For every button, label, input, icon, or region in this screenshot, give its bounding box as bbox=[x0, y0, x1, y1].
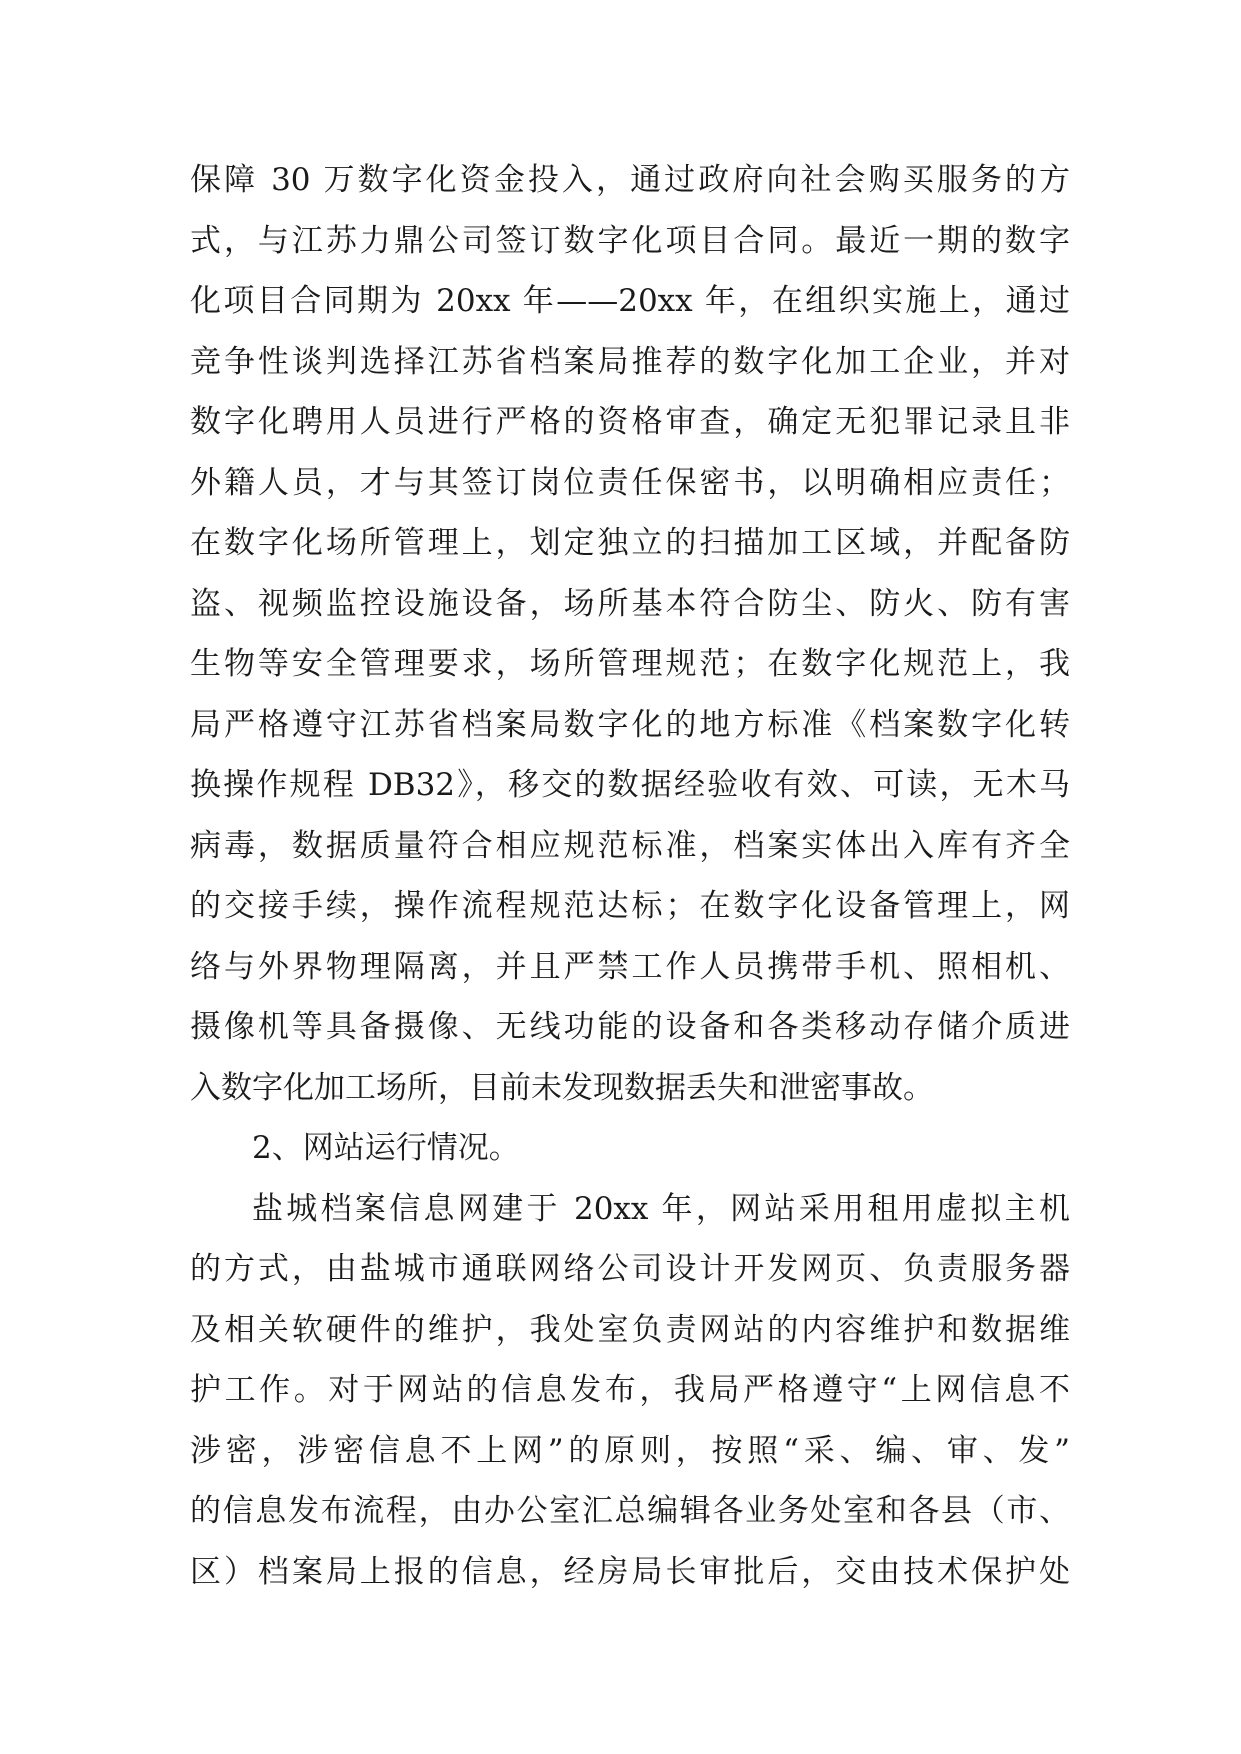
text-line: 的交接手续，操作流程规范达标；在数字化设备管理上，网 bbox=[190, 888, 1070, 924]
text-line: 竞争性谈判选择江苏省档案局推荐的数字化加工企业，并对 bbox=[190, 343, 1070, 380]
text-line: 护工作。对于网站的信息发布，我局严格遵守“上网信息不 bbox=[190, 1372, 1070, 1408]
text-line: 式，与江苏力鼎公司签订数字化项目合同。最近一期的数字 bbox=[190, 222, 1070, 259]
text-line: 的方式，由盐城市通联网络公司设计开发网页、负责服务器 bbox=[190, 1251, 1070, 1287]
text-line: 保障 30 万数字化资金投入，通过政府向社会购买服务的方 bbox=[190, 162, 1070, 198]
body-text bbox=[190, 150, 1070, 1602]
text-line: 换操作规程 DB32》，移交的数据经验收有效、可读，无木马 bbox=[190, 767, 1070, 803]
text-line: 生物等安全管理要求，场所管理规范；在数字化规范上，我 bbox=[190, 646, 1070, 682]
text-line: 数字化聘用人员进行严格的资格审查，确定无犯罪记录且非 bbox=[190, 404, 1070, 440]
text-line: 盐城档案信息网建于 20xx 年，网站采用租用虚拟主机 bbox=[252, 1190, 1070, 1227]
text-line: 局严格遵守江苏省档案局数字化的地方标准《档案数字化转 bbox=[190, 706, 1070, 743]
text-line: 2、网站运行情况。 bbox=[252, 1130, 520, 1166]
text-line: 络与外界物理隔离，并且严禁工作人员携带手机、照相机、 bbox=[190, 948, 1070, 985]
text-line: 摄像机等具备摄像、无线功能的设备和各类移动存储介质进 bbox=[190, 1009, 1070, 1045]
text-line: 的信息发布流程，由办公室汇总编辑各业务处室和各县（市、 bbox=[190, 1493, 1070, 1529]
text-line: 涉密，涉密信息不上网”的原则，按照“采、编、审、发” bbox=[190, 1432, 1070, 1469]
text-line: 化项目合同期为 20xx 年——20xx 年，在组织实施上，通过 bbox=[190, 283, 1070, 319]
text-line: 外籍人员，才与其签订岗位责任保密书，以明确相应责任； bbox=[190, 464, 1070, 501]
text-line: 在数字化场所管理上，划定独立的扫描加工区域，并配备防 bbox=[190, 525, 1070, 561]
text-line: 及相关软硬件的维护，我处室负责网站的内容维护和数据维 bbox=[190, 1311, 1070, 1348]
text-line: 盗、视频监控设施设备，场所基本符合防尘、防火、防有害 bbox=[190, 585, 1070, 622]
text-line: 入数字化加工场所，目前未发现数据丢失和泄密事故。 bbox=[190, 1069, 934, 1106]
text-line: 区）档案局上报的信息，经房局长审批后，交由技术保护处 bbox=[190, 1553, 1070, 1590]
text-line: 病毒，数据质量符合相应规范标准，档案实体出入库有齐全 bbox=[190, 827, 1070, 864]
